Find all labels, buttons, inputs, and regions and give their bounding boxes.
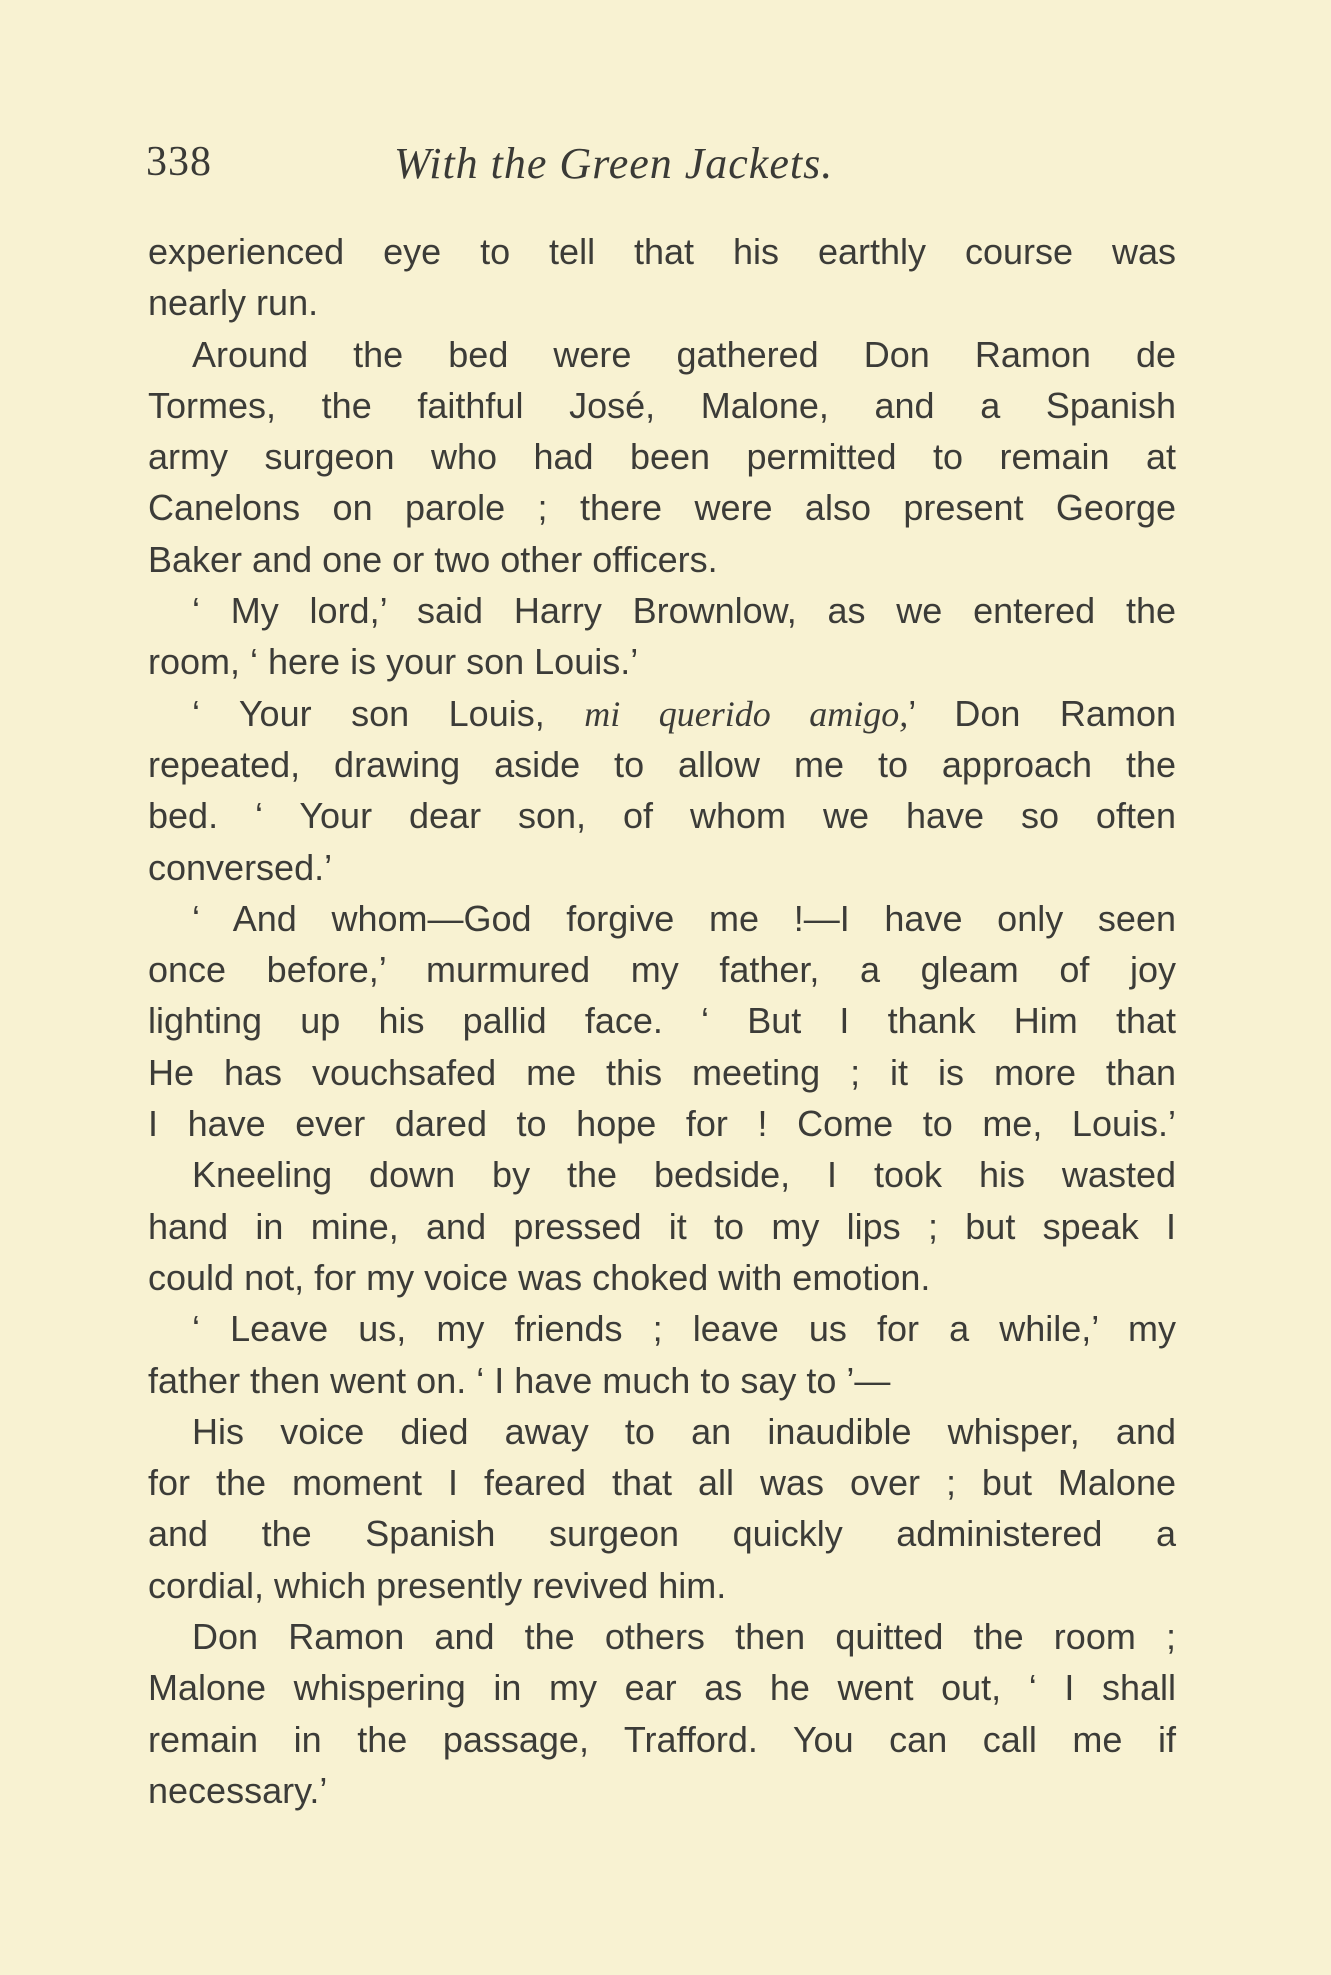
paragraph-first-line (148, 688, 1176, 739)
paragraph-first-line: His voice died away to an inaudible whisper, and (192, 1410, 1176, 1452)
paragraph-first-line: ‘ Leave us, my friends ; leave us for a while,’ my (192, 1308, 1176, 1350)
text-line: Canelons on parole ; there were also present George (148, 487, 1176, 529)
text-line: necessary.’ (148, 1769, 328, 1811)
text-line: lighting up his pallid face. ‘ But I thank Him that (148, 1000, 1176, 1042)
text-line: nearly run. (148, 282, 319, 324)
text-line: cordial, which presently revived him. (148, 1564, 727, 1606)
text-line: room, ‘ here is your son Louis.’ (148, 641, 639, 683)
text-line: Malone whispering in my ear as he went out, ‘ I shall (148, 1667, 1176, 1709)
text-line: Baker and one or two other officers. (148, 538, 718, 580)
paragraph-first-line: ‘ And whom—God forgive me !—I have only seen (192, 897, 1176, 939)
running-head (146, 138, 1176, 198)
text-line: army surgeon who had been permitted to remain at (148, 436, 1176, 478)
italic-phrase: mi querido amigo, (584, 693, 909, 734)
text-line: and the Spanish surgeon quickly administered a (148, 1513, 1176, 1555)
text-line: once before,’ murmured my father, a gleam of joy (148, 949, 1176, 991)
page-number: 338 (146, 139, 212, 185)
text-line: for the moment I feared that all was over ; but Malone (148, 1462, 1176, 1504)
paragraph-first-line: Don Ramon and the others then quitted the room ; (192, 1616, 1176, 1658)
paragraph-first-line: Kneeling down by the bedside, I took his wasted (192, 1154, 1176, 1196)
text-segment: ’ Don Ramon (908, 692, 1176, 734)
text-line: He has vouchsafed me this meeting ; it is more than (148, 1051, 1176, 1093)
text-line: could not, for my voice was choked with emotion. (148, 1256, 931, 1298)
text-line: remain in the passage, Trafford. You can call me if (148, 1718, 1176, 1760)
body-text (148, 226, 1176, 1816)
paragraph-first-line: ‘ My lord,’ said Harry Brownlow, as we entered the (192, 590, 1176, 632)
text-line: conversed.’ (148, 846, 333, 888)
text-line: father then went on. ‘ I have much to say to ’— (148, 1359, 891, 1401)
text-line: I have ever dared to hope for ! Come to me, Louis.’ (148, 1103, 1176, 1145)
text-segment: ‘ Your son Louis, (192, 692, 585, 734)
text-line: Tormes, the faithful José, Malone, and a Spanish (148, 384, 1176, 426)
text-line: repeated, drawing aside to allow me to approach the (148, 743, 1176, 785)
text-line: hand in mine, and pressed it to my lips ; but speak I (148, 1205, 1176, 1247)
text-line: bed. ‘ Your dear son, of whom we have so often (148, 795, 1176, 837)
paragraph-first-line: Around the bed were gathered Don Ramon de (192, 333, 1176, 375)
text-line: experienced eye to tell that his earthly course was (148, 231, 1176, 272)
running-title: With the Green Jackets. (394, 139, 834, 188)
